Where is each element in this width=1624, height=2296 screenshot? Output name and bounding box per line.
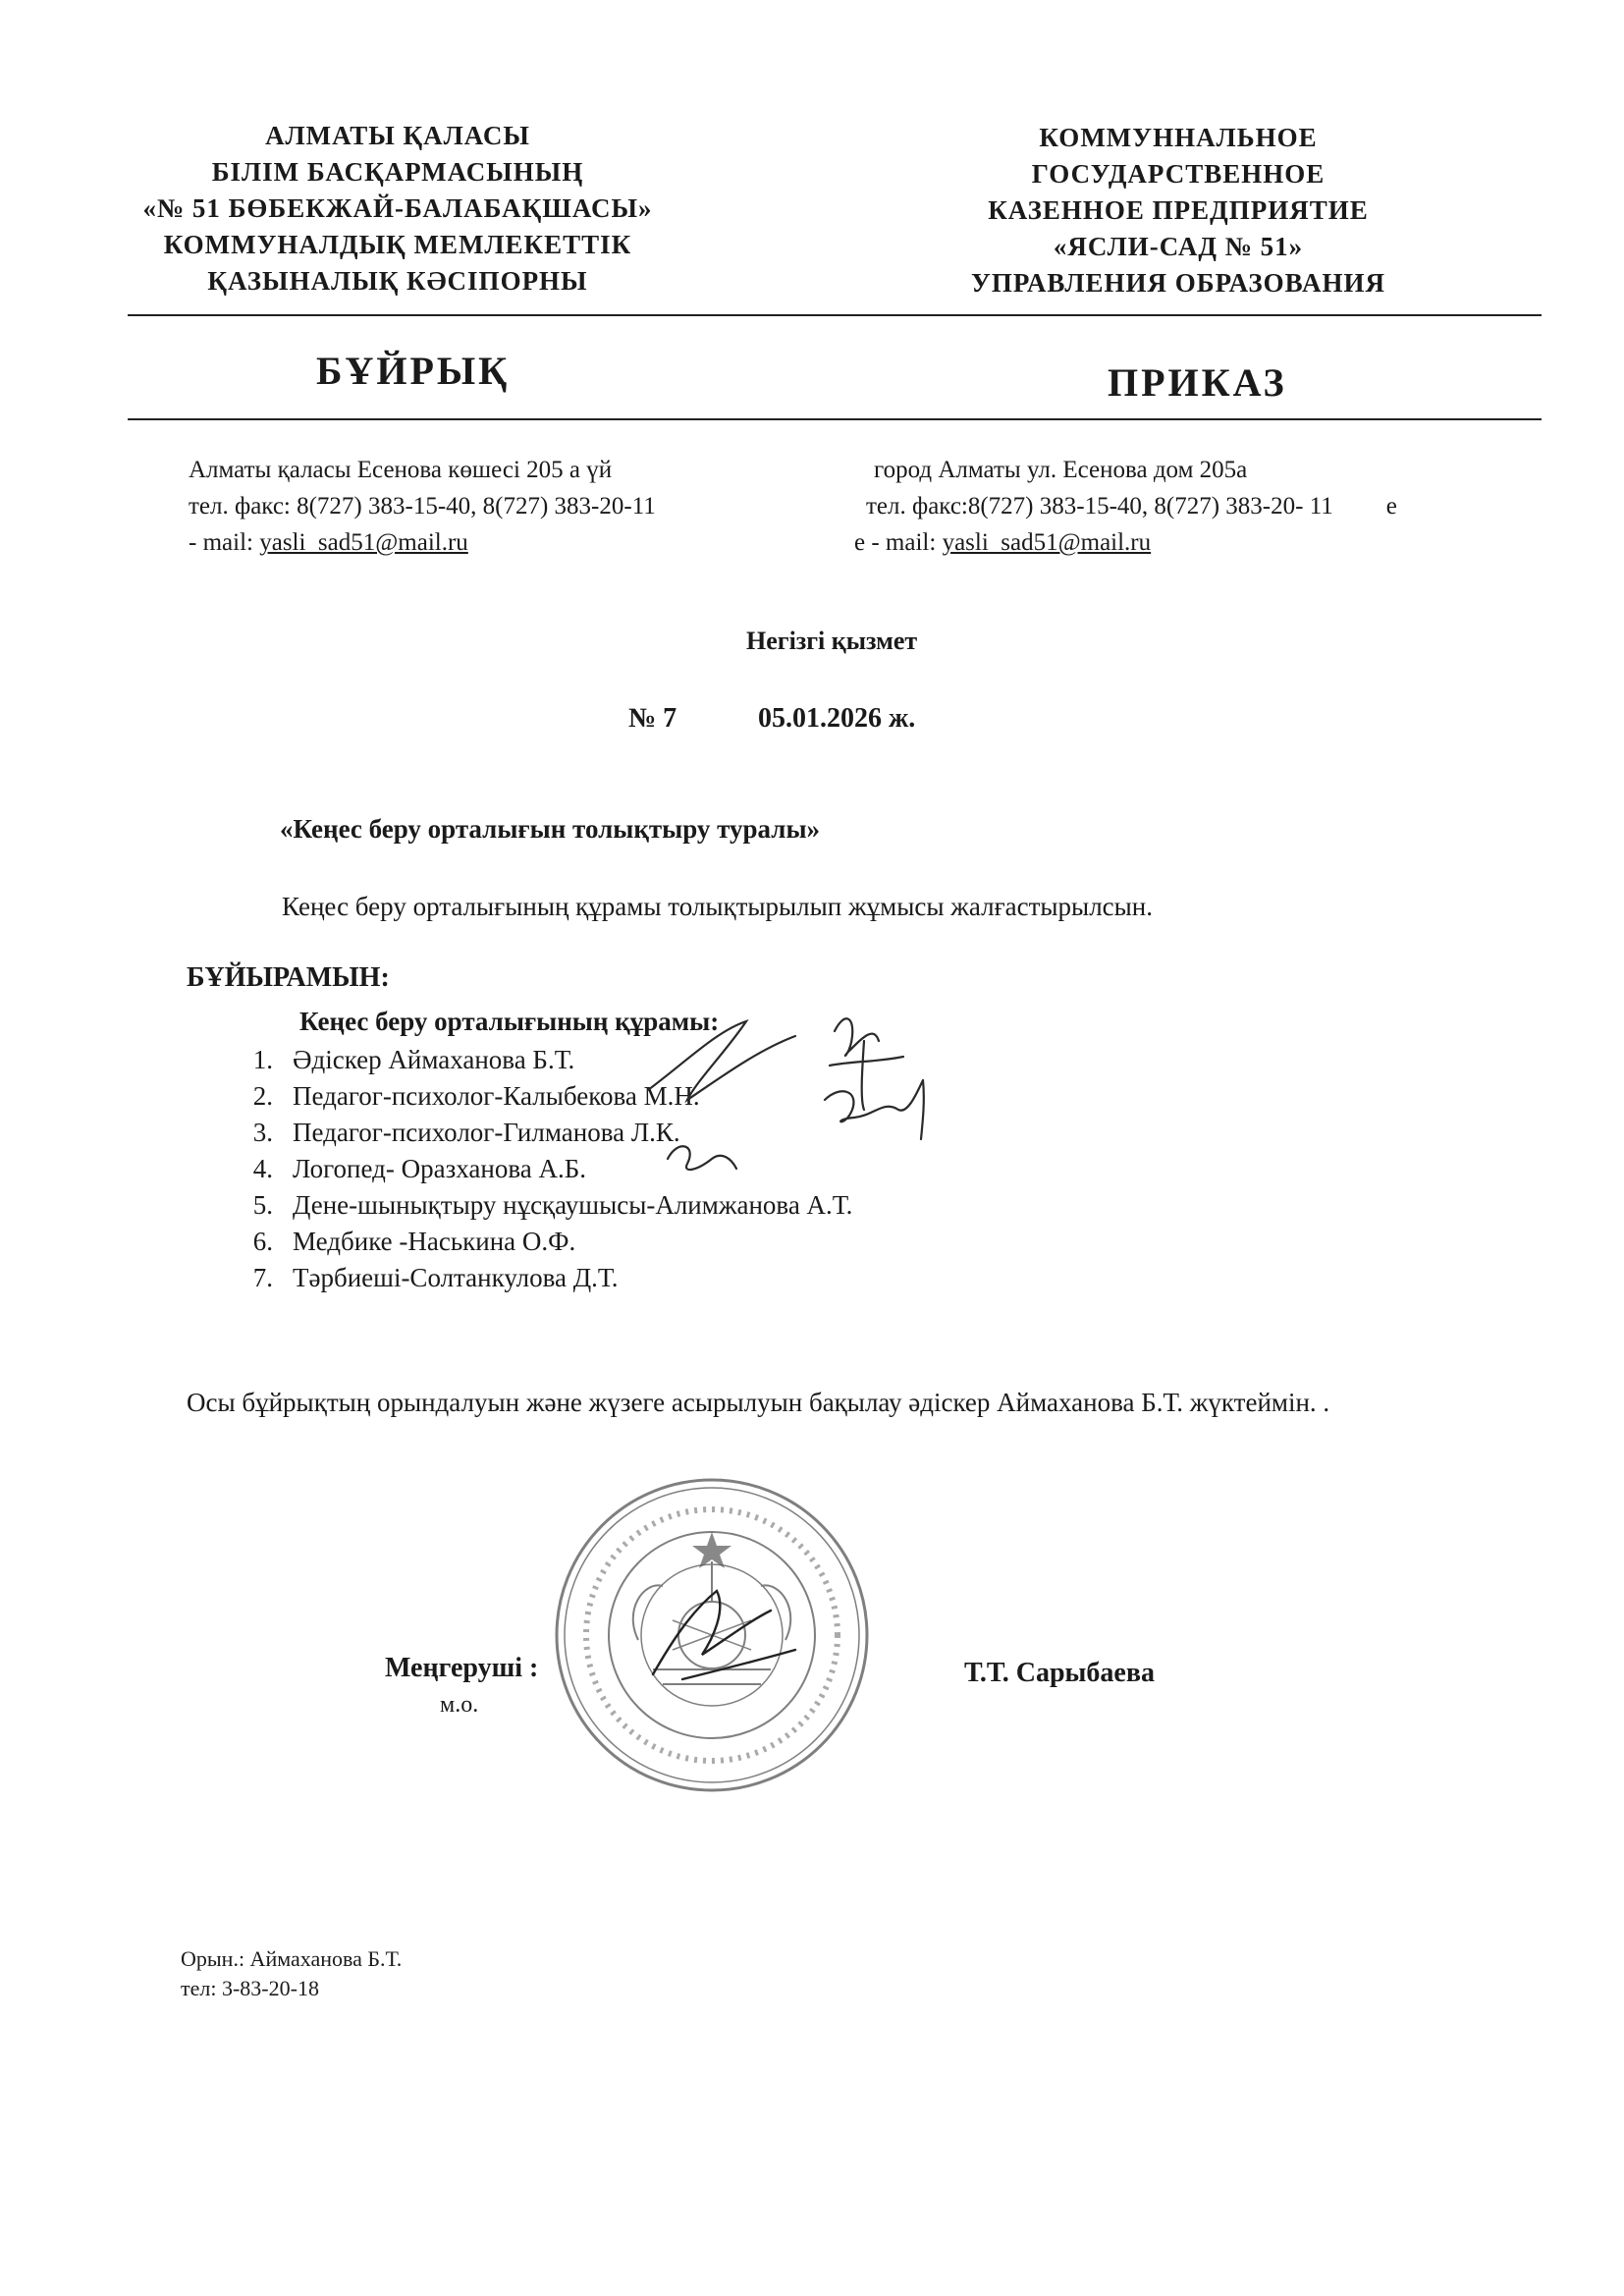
header-ru-block <box>913 120 1443 301</box>
header-ru-line: ГОСУДАРСТВЕННОЕ <box>1031 159 1326 189</box>
list-item <box>234 1260 1117 1296</box>
official-stamp <box>545 1473 879 1797</box>
address-kz-phone: тел. факс: 8(727) 383-15-40, 8(727) 383-20-11 <box>189 493 656 519</box>
email-prefix: е - mail: <box>854 529 943 556</box>
email-prefix: - mail: <box>189 529 260 556</box>
header-ru-line: «ЯСЛИ-САД № 51» <box>1053 232 1304 261</box>
email-link-kz[interactable]: yasli_sad51@mail.ru <box>259 529 468 556</box>
order-date: 05.01.2026 ж. <box>758 703 916 734</box>
address-ru-phone: тел. факс:8(727) 383-15-40, 8(727) 383-20- 11 <box>866 493 1333 519</box>
signatory-name: Т.Т. Сарыбаева <box>964 1658 1155 1688</box>
handwritten-signatures <box>628 992 962 1198</box>
order-preamble: Кеңес беру орталығының құрамы толықтырылып жұмысы жалғастырылсын. <box>282 892 1153 921</box>
list-item-text: Әдіскер Аймаханова Б.Т. <box>293 1045 575 1074</box>
address-ru-street: город Алматы ул. Есенова дом 205а <box>874 457 1248 483</box>
list-item-text: Педагог-психолог-Гилманова Л.К. <box>293 1118 680 1147</box>
list-item-text: Дене-шынықтыру нұсқаушысы-Алимжанова А.Т. <box>293 1190 853 1220</box>
address-ru <box>854 452 1397 561</box>
list-item-number: 4. <box>252 1154 273 1183</box>
header-ru-line: КОММУННАЛЬНОЕ <box>1039 123 1318 152</box>
list-item-text: Педагог-психолог-Калыбекова М.Н. <box>293 1081 700 1111</box>
order-subject: «Кеңес беру орталығын толықтыру туралы» <box>280 814 821 844</box>
signature-role: Меңгеруші : <box>385 1653 539 1683</box>
list-item-text: Тәрбиеші-Солтанкулова Д.Т. <box>293 1263 619 1292</box>
control-paragraph: Осы бұйрықтың орындалуын және жүзеге асырылуын бақылау әдіскер Аймаханова Б.Т. жүктеймін. . <box>187 1388 1330 1417</box>
email-link-ru[interactable]: yasli_sad51@mail.ru <box>942 529 1152 556</box>
header-kz-line: АЛМАТЫ ҚАЛАСЫ <box>265 121 530 150</box>
executor-phone: тел: 3-83-20-18 <box>181 1976 319 2000</box>
header-kz-line: БІЛІМ БАСҚАРМАСЫНЫҢ <box>211 157 584 187</box>
executor-name: Орын.: Аймаханова Б.Т. <box>181 1946 403 1971</box>
list-title: Кеңес беру орталығының құрамы: <box>299 1007 720 1036</box>
header-kz-line: «№ 51 БӨБЕКЖАЙ-БАЛАБАҚШАСЫ» <box>142 193 653 223</box>
header-kz-line: ҚАЗЫНАЛЫҚ КӘСІПОРНЫ <box>207 266 588 296</box>
list-item-number: 7. <box>252 1263 273 1292</box>
title-ru: ПРИКАЗ <box>1108 360 1287 405</box>
list-item-number: 3. <box>252 1118 273 1147</box>
list-item-number: 6. <box>252 1227 273 1256</box>
address-ru-phone-row <box>854 488 1397 524</box>
order-category: Негізгі қызмет <box>746 627 918 655</box>
header-divider-top <box>128 314 1542 316</box>
signature-mo: м.о. <box>440 1692 479 1718</box>
header-ru-line: УПРАВЛЕНИЯ ОБРАЗОВАНИЯ <box>971 268 1385 298</box>
order-directive: БҰЙЫРАМЫН: <box>187 962 390 993</box>
address-kz-street: Алматы қаласы Есенова көшесі 205 а үй <box>189 457 613 483</box>
address-ru-email-row <box>854 524 1397 561</box>
header-divider-bottom <box>128 418 1542 420</box>
header-kz-block <box>108 118 687 300</box>
list-item-text: Медбике -Наськина О.Ф. <box>293 1227 576 1256</box>
list-item-number: 1. <box>252 1045 273 1074</box>
address-kz-email-row <box>189 524 656 561</box>
header-ru-line: КАЗЕННОЕ ПРЕДПРИЯТИЕ <box>988 195 1369 225</box>
list-item-text: Логопед- Оразханова А.Б. <box>293 1154 586 1183</box>
address-ru-suffix: е <box>1385 493 1397 519</box>
list-item-number: 2. <box>252 1081 273 1111</box>
address-kz <box>189 452 656 561</box>
footer-block <box>181 1944 402 2003</box>
header-kz-line: КОММУНАЛДЫҚ МЕМЛЕКЕТТІК <box>163 230 632 259</box>
title-kz: БҰЙРЫҚ <box>316 349 511 393</box>
list-item <box>234 1224 1117 1260</box>
list-item-number: 5. <box>252 1190 273 1220</box>
order-number: № 7 <box>628 703 677 734</box>
